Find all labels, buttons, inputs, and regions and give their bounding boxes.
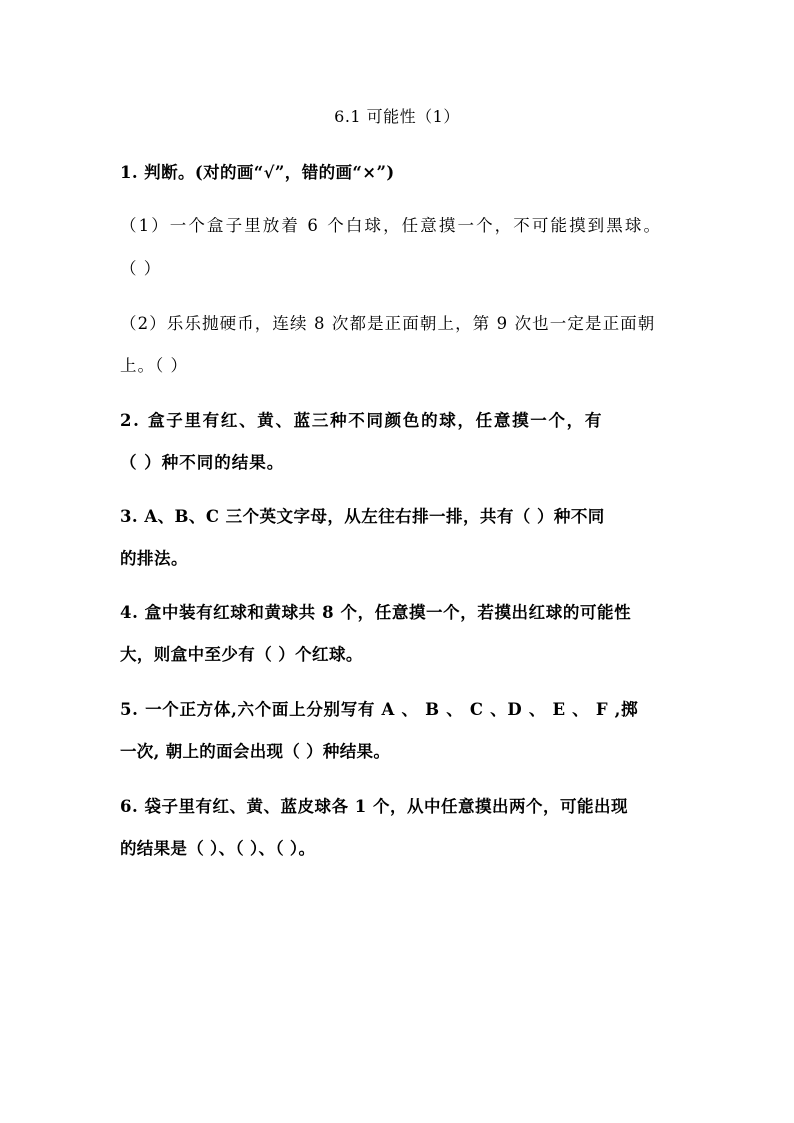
- question-1-item-1-answer-blank: （ ）: [120, 259, 162, 278]
- question-3: 3. A、B、C 三个英文字母，从左往右排一排，共有（ ）种不同: [120, 507, 605, 526]
- question-5-continued: 一次, 朝上的面会出现（ ）种结果。: [120, 742, 391, 761]
- question-6: 6. 袋子里有红、黄、蓝皮球各 1 个，从中任意摸出两个，可能出现: [120, 797, 628, 816]
- question-6-continued: 的结果是（ ）、（ ）、（ ）。: [120, 839, 316, 858]
- question-2: 2. 盒子里有红、黄、蓝三种不同颜色的球，任意摸一个，有: [120, 411, 604, 430]
- question-5: 5. 一个正方体,六个面上分别写有 A 、 B 、 C 、D 、 E 、 F ,掷: [120, 700, 639, 719]
- question-1-item-1: （1）一个盒子里放着 6 个白球，任意摸一个，不可能摸到黑球。: [120, 216, 663, 235]
- question-4: 4. 盒中装有红球和黄球共 8 个，任意摸一个，若摸出红球的可能性: [120, 603, 632, 622]
- question-2-continued: （ ）种不同的结果。: [120, 453, 285, 472]
- question-3-continued: 的排法。: [120, 549, 188, 568]
- worksheet-title: 6.1 可能性（1）: [334, 107, 460, 126]
- question-4-continued: 大，则盒中至少有（ ）个红球。: [120, 645, 363, 664]
- question-1-item-2-continued: 上。（ ）: [120, 356, 188, 375]
- question-1-item-2: （2）乐乐抛硬币，连续 8 次都是正面朝上，第 9 次也一定是正面朝: [120, 314, 656, 333]
- question-1-prompt: 1. 判断。(对的画“√”，错的画“×”): [120, 163, 395, 182]
